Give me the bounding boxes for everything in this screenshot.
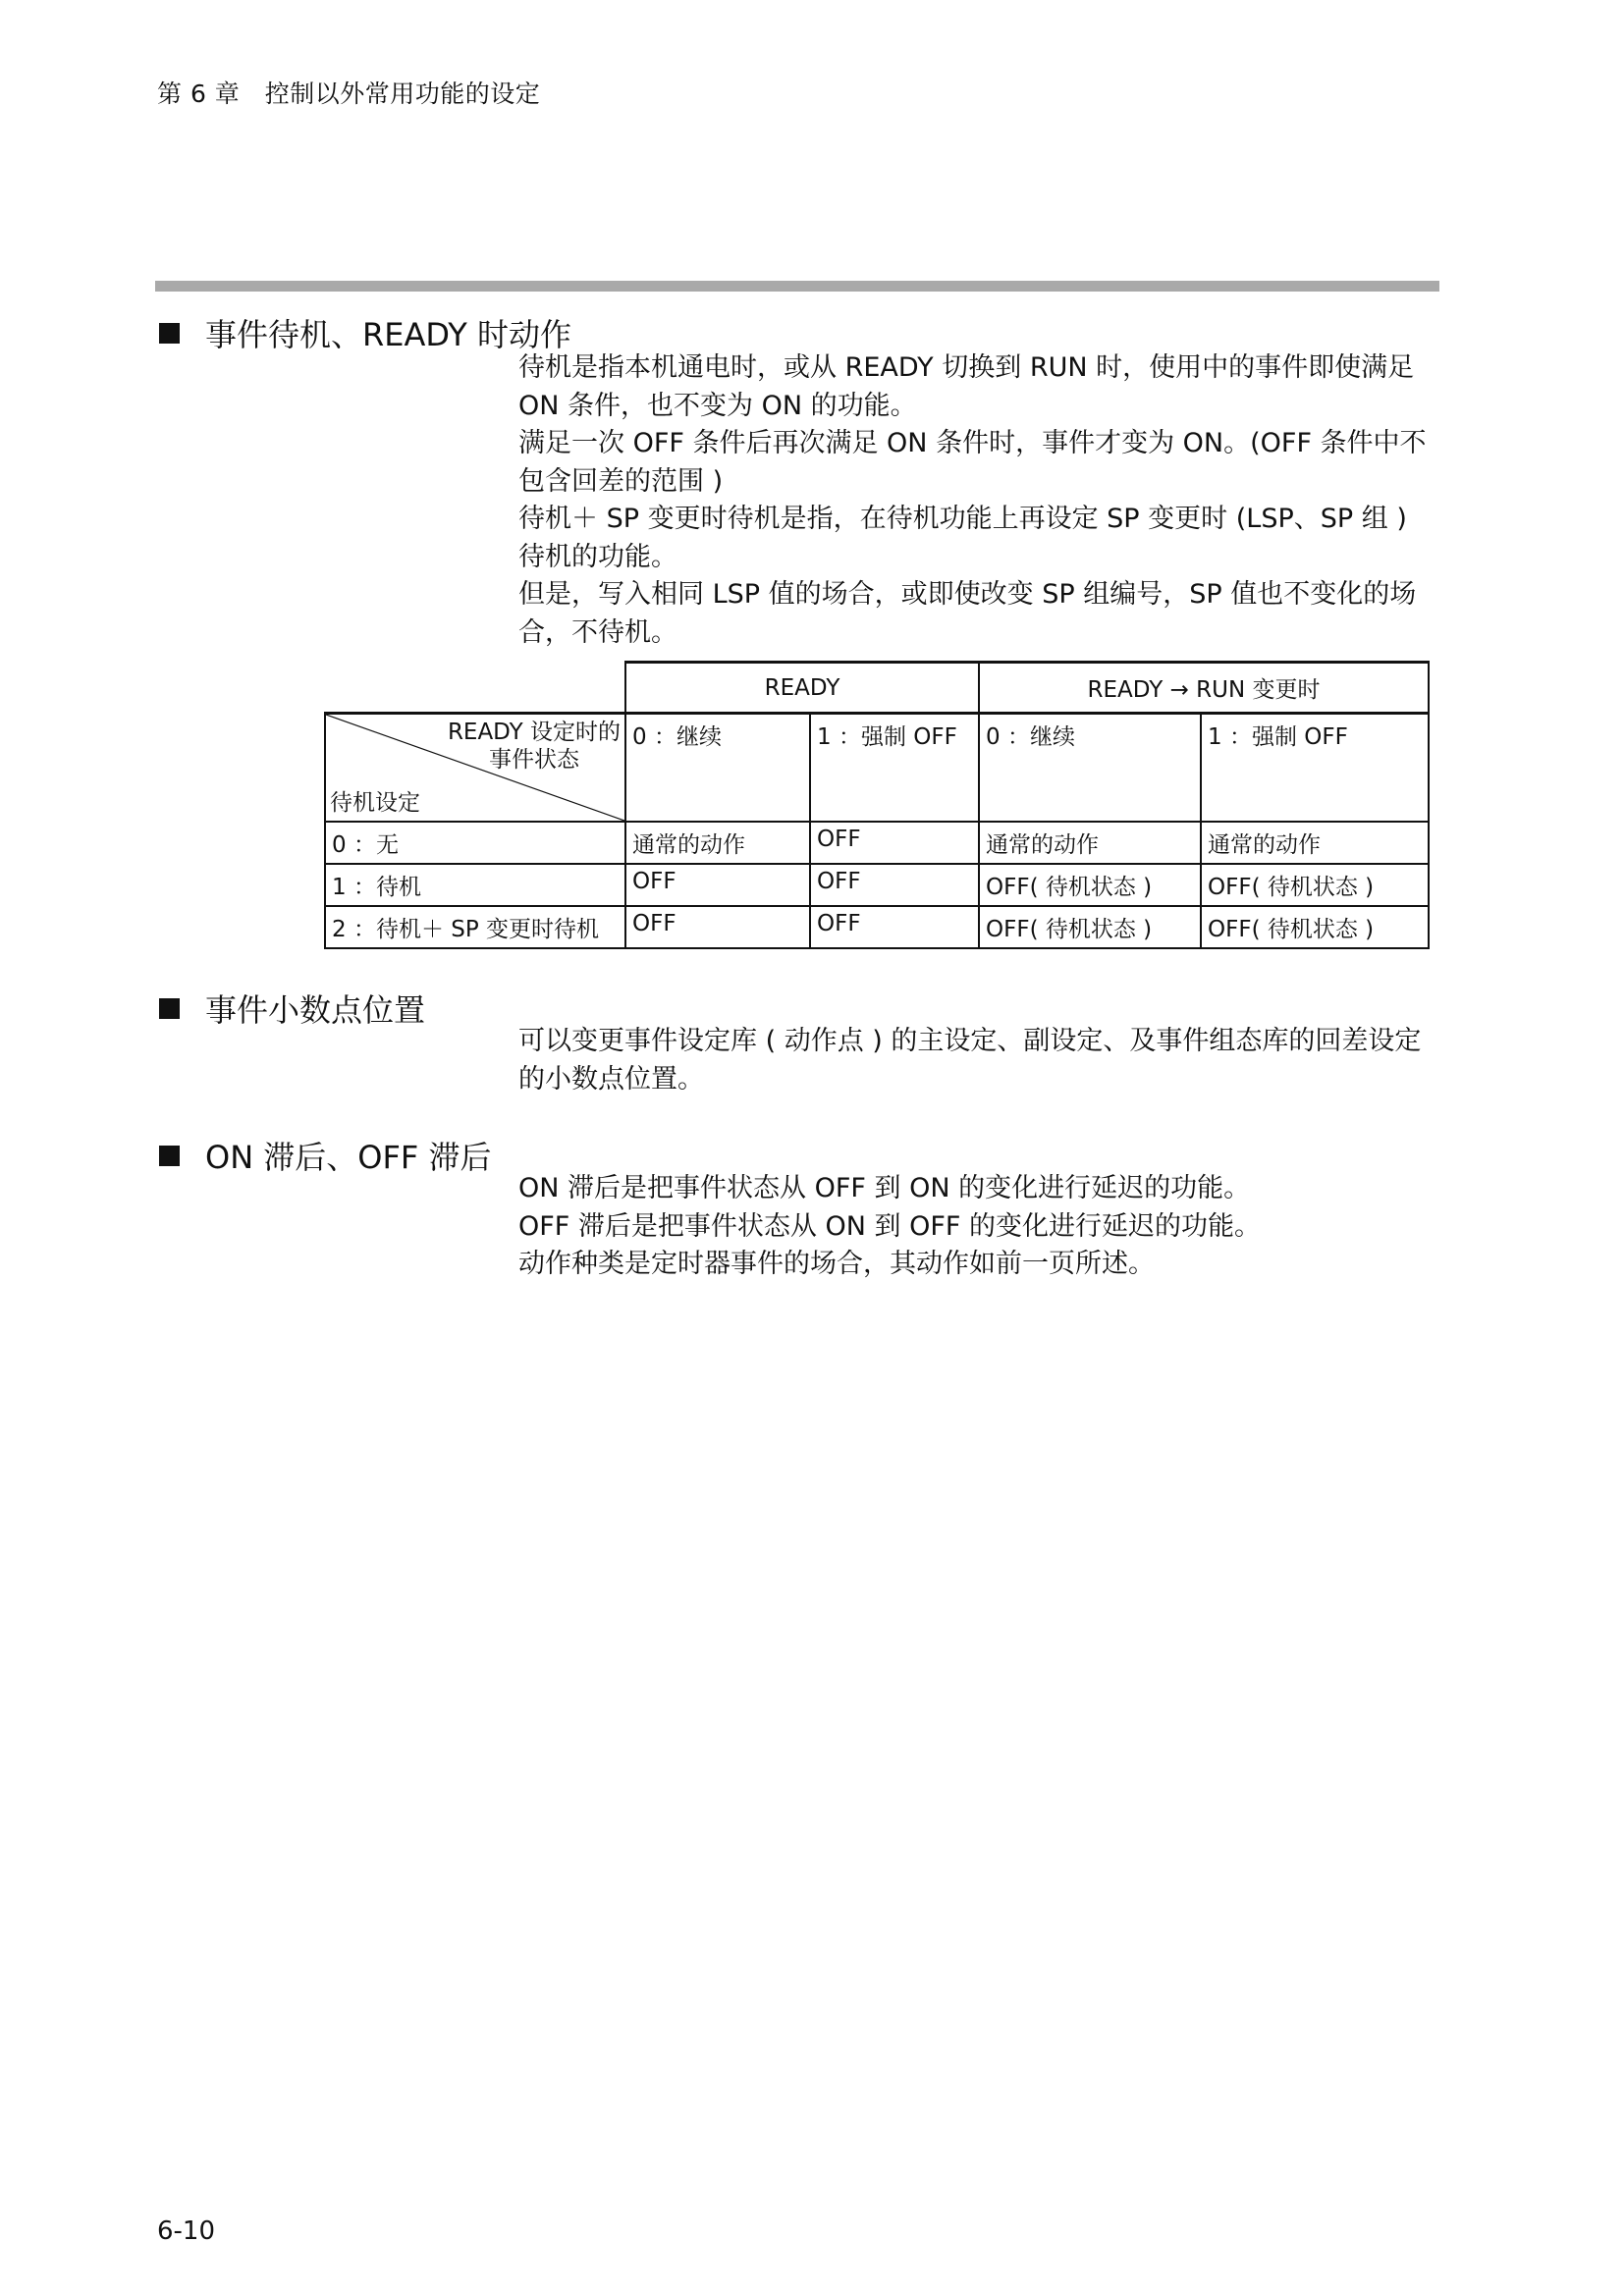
page-number: 6-10 (157, 2216, 216, 2246)
section-title-event-standby (159, 310, 571, 355)
paragraph: 但是，写入相同 LSP 值的场合，或即使改变 SP 组编号，SP 值也不变化的场合，不待机。 (518, 579, 1417, 648)
table-row (325, 864, 1429, 906)
row-label: 2 ：待机＋ SP 变更时待机 (325, 906, 625, 948)
corner-caption-line: 事件状态 (488, 747, 579, 773)
section-title-on-off-delay (159, 1133, 491, 1178)
corner-column-caption (448, 719, 621, 774)
table-subheader: 0 ：继续 (979, 714, 1201, 823)
table-group-header: READY (625, 663, 979, 714)
table-cell: OFF (810, 906, 979, 948)
paragraph: 动作种类是定时器事件的场合，其动作如前一页所述。 (518, 1249, 1155, 1279)
table-group-header: READY → RUN 变更时 (979, 663, 1429, 714)
paragraph: ON 滞后是把事件状态从 OFF 到 ON 的变化进行延迟的功能。 (518, 1173, 1251, 1203)
section-body-event-standby (518, 349, 1441, 652)
running-header: 第 6 章 控制以外常用功能的设定 (157, 80, 541, 108)
section-body-on-off-delay (518, 1170, 1441, 1284)
table-cell: OFF (810, 822, 979, 864)
table-cell: OFF (810, 864, 979, 906)
table-cell: OFF( 待机状态 ) (979, 864, 1201, 906)
corner-row-caption: 待机设定 (330, 790, 420, 816)
section-body-decimal-point (518, 1023, 1441, 1098)
table-group-header-row (325, 663, 1429, 714)
section-title-decimal-point (159, 986, 425, 1031)
table-cell: OFF (625, 906, 810, 948)
table-empty-corner (325, 663, 625, 714)
paragraph: 可以变更事件设定库 ( 动作点 ) 的主设定、副设定、及事件组态库的回差设定的小数点位置。 (518, 1026, 1422, 1095)
paragraph: 待机是指本机通电时，或从 READY 切换到 RUN 时，使用中的事件即使满足 ON 条件，也不变为 ON 的功能。 (518, 352, 1415, 421)
row-label: 1 ：待机 (325, 864, 625, 906)
table-subheader: 1 ：强制 OFF (810, 714, 979, 823)
section-title-text: ON 滞后、OFF 滞后 (205, 1139, 492, 1176)
section-rule (155, 281, 1439, 292)
table-subheader-row (325, 714, 1429, 823)
square-bullet-icon (159, 323, 180, 344)
table-row (325, 822, 1429, 864)
corner-caption-line: READY 设定时的 (447, 720, 621, 745)
table-cell: OFF( 待机状态 ) (1201, 906, 1429, 948)
paragraph: 待机＋ SP 变更时待机是指，在待机功能上再设定 SP 变更时 (LSP、SP 组 ) 待机的功能。 (518, 504, 1407, 572)
table-subheader: 1 ：强制 OFF (1201, 714, 1429, 823)
paragraph: 满足一次 OFF 条件后再次满足 ON 条件时，事件才变为 ON。(OFF 条件中不包含回差的范围 ) (518, 428, 1427, 497)
table-cell: 通常的动作 (1201, 822, 1429, 864)
table-cell: OFF (625, 864, 810, 906)
square-bullet-icon (159, 998, 180, 1019)
table-diagonal-header (325, 714, 625, 823)
section-title-text: 事件小数点位置 (205, 991, 426, 1029)
section-title-text: 事件待机、READY 时动作 (205, 316, 571, 353)
table-cell: 通常的动作 (979, 822, 1201, 864)
table-cell: 通常的动作 (625, 822, 810, 864)
row-label: 0 ：无 (325, 822, 625, 864)
table-subheader: 0 ：继续 (625, 714, 810, 823)
standby-action-table (324, 661, 1430, 949)
square-bullet-icon (159, 1146, 180, 1166)
paragraph: OFF 滞后是把事件状态从 ON 到 OFF 的变化进行延迟的功能。 (518, 1210, 1261, 1242)
table-cell: OFF( 待机状态 ) (1201, 864, 1429, 906)
table-cell: OFF( 待机状态 ) (979, 906, 1201, 948)
table-row (325, 906, 1429, 948)
